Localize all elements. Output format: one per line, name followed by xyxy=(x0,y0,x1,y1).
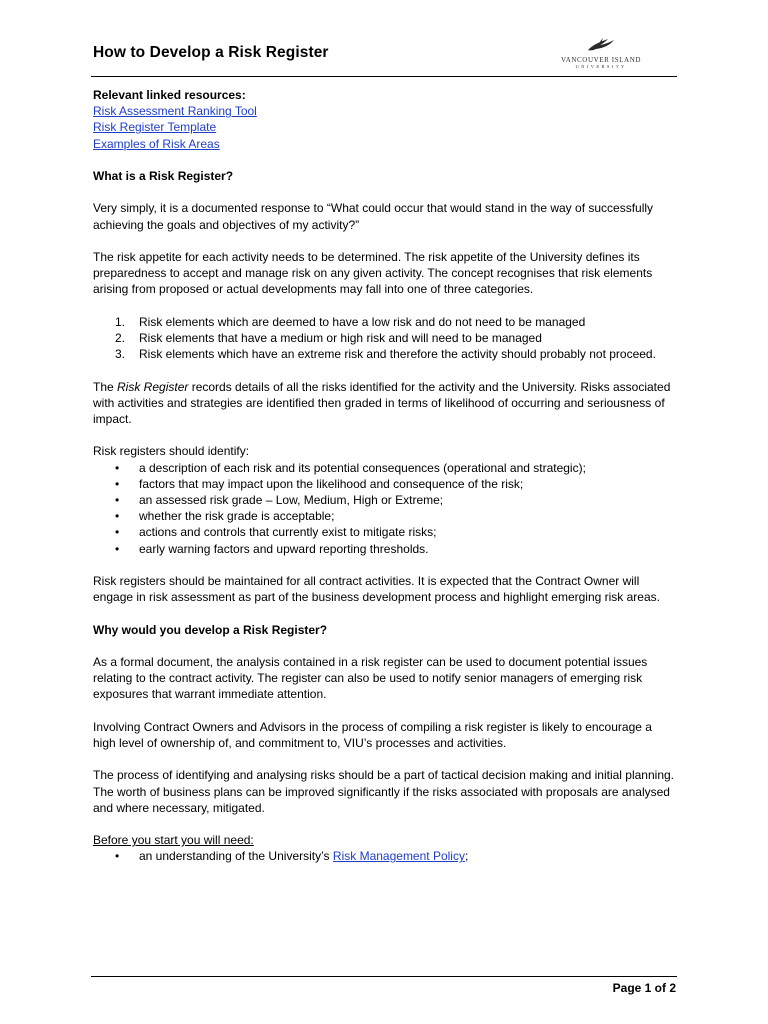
bullet-icon: • xyxy=(115,849,120,864)
bullet-icon: • xyxy=(115,460,120,475)
logo-line1: VANCOUVER ISLAND xyxy=(560,56,642,64)
footer-divider xyxy=(91,976,677,977)
link-risk-management-policy[interactable]: Risk Management Policy xyxy=(332,849,465,864)
list-item: 3. Risk elements which have an extreme risk and therefore the activity should probably not proceed. xyxy=(115,347,656,362)
bird-logo-icon xyxy=(586,36,616,56)
list-item: • an understanding of the University’s Risk Management Policy; xyxy=(115,849,469,864)
university-logo xyxy=(556,36,646,72)
link-risk-assessment-ranking-tool[interactable]: Risk Assessment Ranking Tool xyxy=(93,104,257,119)
list-item: • a description of each risk and its potential consequences (operational and strategic); xyxy=(115,460,586,475)
bullet-list xyxy=(93,848,677,864)
list-item: • factors that may impact upon the likelihood and consequence of the risk; xyxy=(115,476,524,491)
bullet-icon: • xyxy=(115,509,120,524)
paragraph: Very simply, it is a documented response to “What could occur that would stand in the way of successfully achieving the goals and objectives of my activity?” xyxy=(93,201,654,232)
list-item: • actions and controls that currently exist to mitigate risks; xyxy=(115,525,437,540)
bullet-icon: • xyxy=(115,541,120,556)
list-item: 1. Risk elements which are deemed to have a low risk and do not need to be managed xyxy=(115,314,586,329)
paragraph: The Risk Register records details of all the risks identified for the activity and the University. Risks associated with activities and strategies are identified then graded in terms of likelihood of occurring and seriousness of impact. xyxy=(93,379,671,426)
list-item: • whether the risk grade is acceptable; xyxy=(115,509,335,524)
link-risk-register-template[interactable]: Risk Register Template xyxy=(93,120,217,135)
logo-line2: UNIVERSITY xyxy=(575,64,627,69)
paragraph: Involving Contract Owners and Advisors in the process of compiling a risk register is likely to encourage a high level of ownership of, and commitment to, VIU’s processes and activities. xyxy=(93,719,652,750)
section-heading-why: Why would you develop a Risk Register? xyxy=(93,622,328,637)
bullet-icon: • xyxy=(115,525,120,540)
section-heading-what: What is a Risk Register? xyxy=(93,169,234,183)
list-item: • an assessed risk grade – Low, Medium, High or Extreme; xyxy=(115,492,444,507)
section-heading-before-start: Before you start you will need: xyxy=(93,833,254,848)
bullet-list xyxy=(93,460,677,557)
page-number: Page 1 of 2 xyxy=(612,981,676,995)
list-item: • early warning factors and upward reporting thresholds. xyxy=(115,541,429,556)
list-item: 2. Risk elements that have a medium or high risk and will need to be managed xyxy=(115,330,542,345)
page-title: How to Develop a Risk Register xyxy=(93,44,329,61)
bullet-icon: • xyxy=(115,492,120,507)
paragraph: Risk registers should be maintained for all contract activities. It is expected that the Contract Owner will engage in risk assessment as part of the business development process and highlight emerging risk areas. xyxy=(93,573,660,605)
document-body xyxy=(93,87,677,881)
numbered-list xyxy=(93,314,677,363)
header-divider xyxy=(91,76,677,77)
resources-heading: Relevant linked resources: xyxy=(93,88,246,102)
link-examples-of-risk-areas[interactable]: Examples of Risk Areas xyxy=(93,136,220,151)
paragraph: The risk appetite for each activity needs to be determined. The risk appetite of the University defines its preparedness to accept and manage risk on any given activity. The concept recognises that risk elements arising from proposed or actual developments may fall into one of three categories. xyxy=(93,249,653,297)
identify-heading: Risk registers should identify: xyxy=(93,444,250,459)
paragraph: As a formal document, the analysis contained in a risk register can be used to document potential issues relating to the contract activity. The register can also be used to notify senior managers of emerging risk exposures that warrant immediate attention. xyxy=(93,654,648,702)
bullet-icon: • xyxy=(115,476,120,491)
paragraph: The process of identifying and analysing risks should be a part of tactical decision making and initial planning. The worth of business plans can be improved significantly if the risks associated with proposals are analysed and where necessary, mitigated. xyxy=(93,768,675,815)
